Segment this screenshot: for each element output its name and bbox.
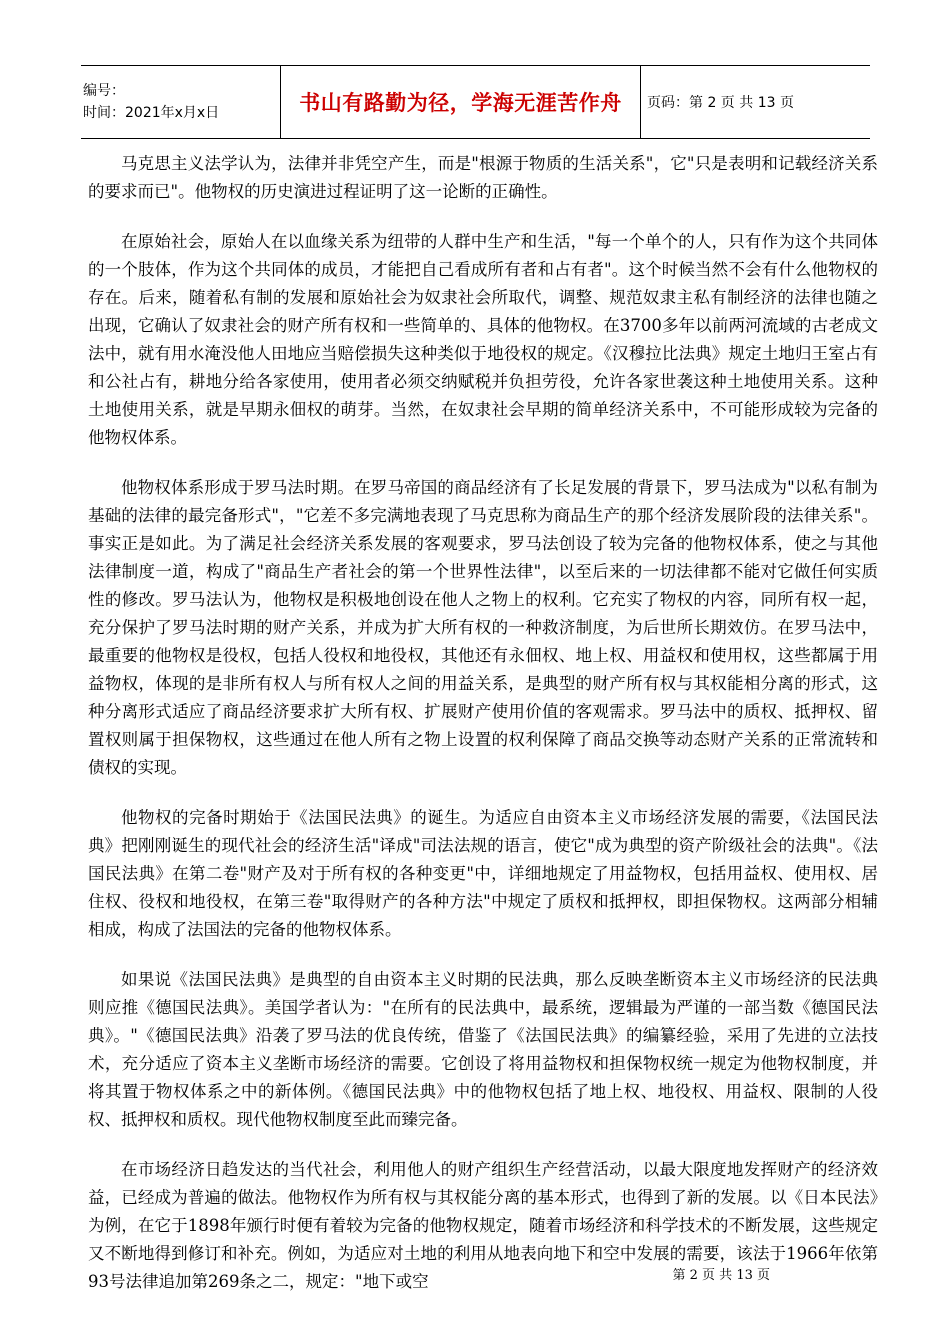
page-header — [81, 65, 870, 139]
paragraph: 他物权的完备时期始于《法国民法典》的诞生。为适应自由资本主义市场经济发展的需要，《法国民法典》把刚刚诞生的现代社会的经济生活"译成"司法法规的语言，使它"成为典型的资产阶级社会的法典"。《法国民法典》在第二卷"财产及对于所有权的各种变更"中，详细地规定了用益物权，包括用益权、使用权、居住权、役权和地役权，在第三卷"取得财产的各种方法"中规定了质权和抵押权，即担保物权。这两部分相辅相成，构成了法国法的完备的他物权体系。 — [88, 808, 878, 939]
document-time: 时间：2021年x月x日 — [83, 105, 220, 121]
paragraph: 如果说《法国民法典》是典型的自由资本主义时期的民法典，那么反映垄断资本主义市场经济的民法典则应推《德国民法典》。美国学者认为："在所有的民法典中，最系统，逻辑最为严谨的一部当数《德国民法典》。"《德国民法典》沿袭了罗马法的优良传统，借鉴了《法国民法典》的编纂经验，采用了先进的立法技术，充分适应了资本主义垄断市场经济的需要。它创设了将用益物权和担保物权统一规定为他物权制度，并将其置于物权体系之中的新体例。《德国民法典》中的他物权包括了地上权、地役权、用益权、限制的人役权、抵押权和质权。现代他物权制度至此而臻完备。 — [88, 970, 878, 1129]
paragraph: 在市场经济日趋发达的当代社会，利用他人的财产组织生产经营活动，以最大限度地发挥财产的经济效益，已经成为普遍的做法。他物权作为所有权与其权能分离的基本形式，也得到了新的发展。以《日本民法》为例，在它于1898年颁行时便有着较为完备的他物权规定，随着市场经济和科学技术的不断发展，这些规定又不断地得到修订和补充。例如，为适应对土地的利用从地表向地下和空中发展的需要，该法于1966年依第93号法律追加第269条之二，规定："地下或空 — [88, 1160, 878, 1291]
document-body — [88, 150, 878, 1318]
paragraph: 他物权体系形成于罗马法时期。在罗马帝国的商品经济有了长足发展的背景下，罗马法成为"以私有制为基础的法律的最完备形式"，"它差不多完满地表现了马克思称为商品生产的那个经济发展阶段的法律关系"。事实正是如此。为了满足社会经济关系发展的客观要求，罗马法创设了较为完备的他物权体系，使之与其他法律制度一道，构成了"商品生产者社会的第一个世界性法律"，以至后来的一切法律都不能对它做任何实质性的修改。罗马法认为，他物权是积极地创设在他人之物上的权利。它充实了物权的内容，同所有权一起，充分保护了罗马法时期的财产关系，并成为扩大所有权的一种救济制度，为后世所长期效仿。在罗马法中，最重要的他物权是役权，包括人役权和地役权，其他还有永佃权、地上权、用益权和使用权，这些都属于用益物权，体现的是非所有权人与所有权人之间的用益关系，是典型的财产所有权与其权能相分离的形式，这种分离形式适应了商品经济要求扩大所有权、扩展财产使用价值的客观需求。罗马法中的质权、抵押权、留置权则属于担保物权，这些通过在他人所有之物上设置的权利保障了商品交换等动态财产关系的正常流转和债权的实现。 — [88, 478, 878, 777]
paragraph: 马克思主义法学认为，法律并非凭空产生，而是"根源于物质的生活关系"，它"只是表明和记载经济关系的要求而已"。他物权的历史演进过程证明了这一论断的正确性。 — [88, 154, 878, 201]
header-meta — [81, 66, 281, 138]
document-number: 编号： — [83, 83, 125, 99]
header-page-info-cell — [641, 66, 870, 138]
header-page-info: 页码：第 2 页 共 13 页 — [647, 95, 794, 111]
header-motto: 书山有路勤为径，学海无涯苦作舟 — [299, 91, 622, 115]
paragraph: 在原始社会，原始人在以血缘关系为纽带的人群中生产和生活，"每一个单个的人，只有作为这个共同体的一个肢体，作为这个共同体的成员，才能把自己看成所有者和占有者"。这个时候当然不会有什么他物权的存在。后来，随着私有制的发展和原始社会为奴隶社会所取代，调整、规范奴隶主私有制经济的法律也随之出现，它确认了奴隶社会的财产所有权和一些简单的、具体的他物权。在3700多年以前两河流域的古老成文法中，就有用水淹没他人田地应当赔偿损失这种类似于地役权的规定。《汉穆拉比法典》规定土地归王室占有和公社占有，耕地分给各家使用，使用者必须交纳赋税并负担劳役，允许各家世袭这种土地使用关系。这种土地使用关系，就是早期永佃权的萌芽。当然，在奴隶社会早期的简单经济关系中，不可能形成较为完备的他物权体系。 — [88, 232, 878, 447]
header-motto-cell — [281, 66, 641, 138]
page-footer: 第 2 页 共 13 页 — [672, 1268, 770, 1283]
